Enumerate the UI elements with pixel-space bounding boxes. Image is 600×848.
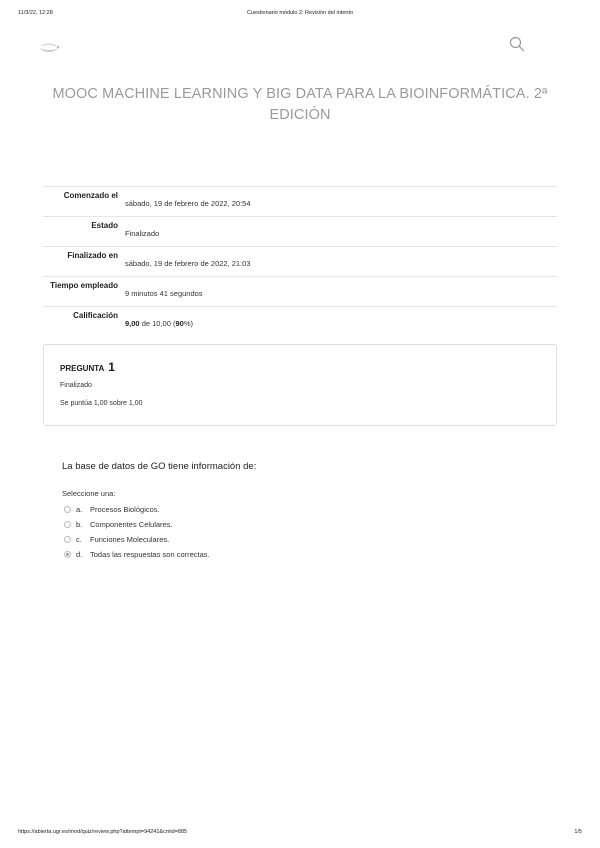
answer-list [64,502,210,562]
answer-letter: c. [76,535,82,544]
answer-letter: a. [76,505,83,514]
grade-label: Calificación [73,311,118,320]
grade-value [125,319,193,328]
radio-b[interactable] [64,521,71,528]
answer-option-b[interactable] [64,517,210,532]
answer-option-d[interactable] [64,547,210,562]
print-page-number: 1/5 [574,829,582,835]
search-icon[interactable] [509,36,525,52]
summary-row-state [43,217,557,247]
answer-text: Todas las respuestas son correctas. [90,550,210,559]
grade-score: 9,00 [125,319,140,328]
print-footer [0,829,600,839]
finished-value: sábado, 19 de febrero de 2022, 21:03 [125,259,251,268]
radio-c[interactable] [64,536,71,543]
grade-of: de 10,00 ( [141,319,176,328]
radio-a[interactable] [64,506,71,513]
logo-icon[interactable] [36,40,62,56]
grade-suffix: %) [183,319,193,328]
answer-text: Funciones Moleculares. [90,535,170,544]
finished-label: Finalizado en [67,251,118,260]
answer-option-a[interactable] [64,502,210,517]
answer-prompt: Seleccione una: [62,489,116,498]
answer-letter: d. [76,550,83,559]
summary-row-started [43,187,557,217]
answer-text: Procesos Biológicos. [90,505,160,514]
question-text: La base de datos de GO tiene información de: [62,461,257,472]
print-url: https://abierta.ugr.es/mod/quiz/review.php?attempt=94241&cmid=885 [18,829,188,835]
answer-letter: b. [76,520,83,529]
state-label: Estado [91,221,118,230]
summary-row-time [43,277,557,307]
question-state: Finalizado [60,382,92,389]
state-value: Finalizado [125,229,160,238]
course-title: MOOC MACHINE LEARNING Y BIG DATA PARA LA BIOINFORMÁTICA. 2ª EDICIÓN [52,86,548,123]
question-number: 1 [108,360,115,374]
question-label: PREGUNTA [60,364,105,373]
radio-d[interactable] [64,551,71,558]
started-value: sábado, 19 de febrero de 2022, 20:54 [125,199,251,208]
time-value: 9 minutos 41 segundos [125,289,203,298]
time-label: Tiempo empleado [50,281,118,290]
summary-row-grade [43,307,557,337]
started-label: Comenzado el [63,191,118,200]
question-info-box [43,344,557,426]
print-header [0,10,600,20]
attempt-summary-table [43,186,557,337]
summary-row-finished [43,247,557,277]
grade-percent: 90 [175,319,184,328]
print-page-title: Cuestionario módulo 2: Revisión del intento [246,10,354,16]
question-heading [60,360,115,374]
answer-option-c[interactable] [64,532,210,547]
print-datetime: 11/3/22, 12:28 [18,10,53,16]
question-grade: Se puntúa 1,00 sobre 1,00 [60,400,143,407]
answer-text: Componentes Celulares. [90,520,173,529]
